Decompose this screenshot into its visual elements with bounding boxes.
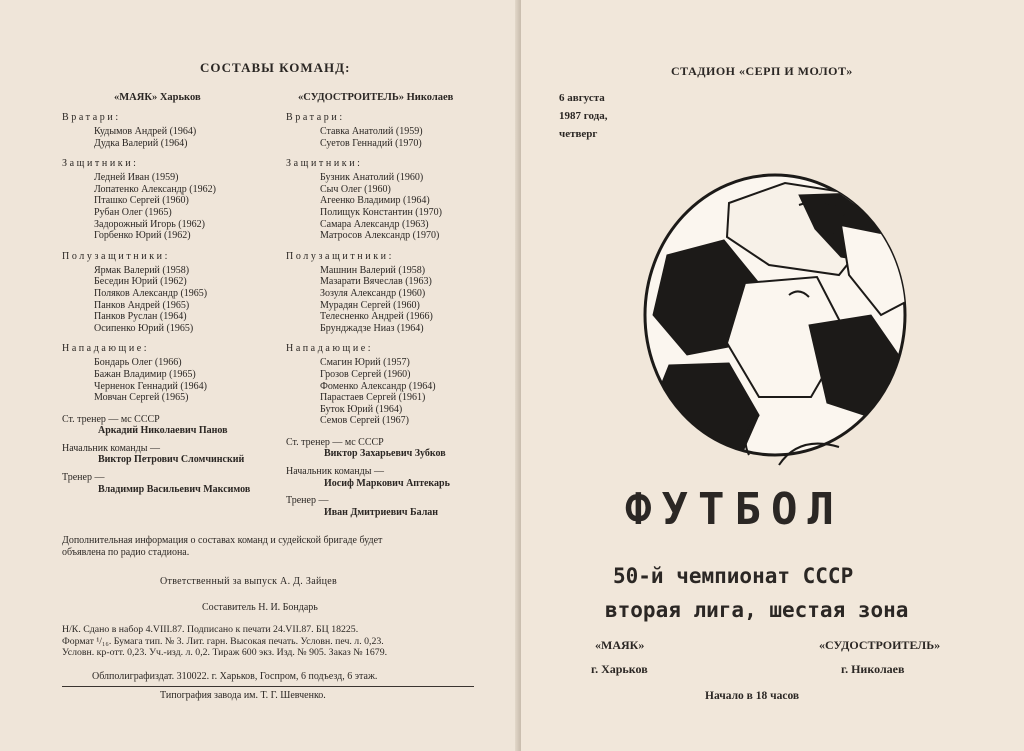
home-team-name: «МАЯК» [595, 638, 645, 652]
player-entry: Бондарь Олег (1966) [94, 357, 182, 369]
player-entry: Машнин Валерий (1958) [320, 264, 426, 276]
player-entry: Мазарати Вячеслав (1963) [320, 276, 432, 288]
player-entry: Кудымов Андрей (1964) [94, 126, 197, 137]
match-weekday: четверг [559, 128, 598, 140]
imprint-line: Формат ¹/₁₆. Бумага тип. № 3. Лит. гарн. Высокая печать. Условн. печ. л. 0,23. [62, 635, 384, 647]
player-entry: Ставка Анатолий (1959) [320, 126, 423, 137]
staff-name: Владимир Васильевич Максимов [98, 483, 251, 495]
imprint-line: Н/К. Сдано в набор 4.VIII.87. Подписано к печати 24.VII.87. БЦ 18225. [62, 624, 359, 635]
player-entry: Осипенко Юрий (1965) [94, 322, 194, 334]
staff-name: Иосиф Маркович Аптекарь [324, 477, 450, 489]
championship-title: 50-й чемпионат СССР [613, 564, 854, 588]
home-team-column [62, 92, 284, 495]
player-entry: Рубан Олег (1965) [94, 206, 172, 218]
player-entry: Телесненко Андрей (1966) [320, 311, 433, 323]
staff-role: Ст. тренер — мс СССР [286, 436, 384, 448]
player-entry: Ледней Иван (1959) [94, 172, 179, 184]
staff-role: Начальник команды — [62, 442, 160, 454]
player-entry: Агеенко Владимир (1964) [320, 195, 430, 207]
position-label: Вратари: [62, 112, 121, 123]
player-entry: Полищук Константин (1970) [320, 206, 442, 218]
home-team-header: «МАЯК» Харьков [114, 92, 201, 103]
staff-role: Тренер — [62, 472, 105, 484]
player-entry: Дудка Валерий (1964) [94, 137, 188, 149]
player-entry: Задорожный Игорь (1962) [94, 218, 205, 230]
player-entry: Панков Руслан (1964) [94, 311, 187, 323]
position-label: Защитники: [62, 158, 139, 170]
player-list [286, 265, 486, 335]
player-entry: Матросов Александр (1970) [320, 230, 440, 242]
player-entry: Зозуля Александр (1960) [320, 287, 426, 299]
imprint-block [62, 624, 387, 659]
home-team-city: г. Харьков [591, 662, 648, 676]
player-entry: Буток Юрий (1964) [320, 403, 403, 415]
player-list [286, 126, 486, 149]
position-label: Нападающие: [286, 343, 374, 355]
position-label: Вратари: [286, 112, 345, 123]
league-zone: вторая лига, шестая зона [605, 598, 909, 622]
printer-line: Типография завода им. Т. Г. Шевченко. [160, 690, 326, 701]
player-entry: Сыч Олег (1960) [320, 183, 391, 195]
staff-role: Начальник команды — [286, 466, 384, 478]
sport-title: ФУТБОЛ [625, 484, 844, 535]
player-entry: Поляков Александр (1965) [94, 287, 208, 299]
player-entry: Бузник Анатолий (1960) [320, 172, 424, 184]
player-entry: Брунджадзе Ниаз (1964) [320, 322, 424, 334]
kickoff-time: Начало в 18 часов [705, 690, 800, 702]
player-entry: Пташко Сергей (1960) [94, 195, 189, 207]
player-entry: Смагин Юрий (1957) [320, 357, 410, 369]
position-label: Защитники: [286, 158, 363, 170]
note-line-2: объявлена по радио стадиона. [62, 547, 190, 558]
position-label: Полузащитники: [62, 250, 170, 262]
player-list [62, 172, 284, 242]
match-date-day: 6 августа [559, 92, 605, 104]
player-entry: Черненок Геннадий (1964) [94, 380, 207, 392]
football-illustration [609, 165, 927, 470]
player-entry: Ярмак Валерий (1958) [94, 264, 190, 276]
staff-name: Виктор Захарьевич Зубков [324, 448, 446, 460]
publisher-line: Облполиграфиздат. 310022. г. Харьков, Госпром, 6 подъезд, 6 этаж. [92, 671, 378, 682]
staff-role: Ст. тренер — мс СССР [62, 413, 160, 425]
player-list [286, 172, 486, 242]
player-list [62, 126, 284, 149]
player-entry: Лопатенко Александр (1962) [94, 183, 216, 195]
responsible-editor: Ответственный за выпуск А. Д. Зайцев [160, 576, 338, 587]
lineups-title: СОСТАВЫ КОМАНД: [200, 60, 351, 75]
player-entry: Самара Александр (1963) [320, 218, 429, 230]
player-entry: Семов Сергей (1967) [320, 415, 409, 427]
player-entry: Панков Андрей (1965) [94, 299, 190, 311]
away-team-name: «СУДОСТРОИТЕЛЬ» [819, 638, 941, 652]
player-entry: Горбенко Юрий (1962) [94, 230, 191, 242]
player-list [286, 357, 486, 427]
away-team-groups [286, 92, 486, 518]
player-entry: Беседин Юрий (1962) [94, 276, 187, 288]
stadium-name: СТАДИОН «СЕРП И МОЛОТ» [671, 64, 853, 78]
player-entry: Парастаев Сергей (1961) [320, 392, 426, 404]
away-team-column [286, 92, 486, 518]
player-entry: Фоменко Александр (1964) [320, 380, 436, 392]
player-entry: Грозов Сергей (1960) [320, 368, 411, 380]
away-team-header: «СУДОСТРОИТЕЛЬ» Николаев [298, 92, 454, 103]
home-team-groups [62, 92, 284, 495]
imprint-line: Условн. кр-отт. 0,23. Уч.-изд. л. 0,2. Тираж 600 экз. Изд. № 905. Заказ № 1679. [62, 647, 388, 659]
player-list [62, 265, 284, 335]
divider [62, 686, 474, 687]
away-team-city: г. Николаев [841, 662, 905, 676]
match-date-year: 1987 года, [559, 110, 608, 122]
player-entry: Бажан Владимир (1965) [94, 368, 196, 380]
player-list [62, 357, 284, 403]
note-line-1: Дополнительная информация о составах команд и судейской бригаде будет [62, 535, 383, 546]
compiler: Составитель Н. И. Бондарь [202, 602, 318, 613]
staff-name: Виктор Петрович Сломчинский [98, 454, 245, 466]
staff-name: Аркадий Николаевич Панов [98, 425, 228, 437]
position-label: Нападающие: [62, 343, 150, 355]
right-page [521, 0, 1024, 751]
staff-role: Тренер — [286, 495, 329, 507]
position-label: Полузащитники: [286, 250, 394, 262]
staff-name: Иван Дмитриевич Балан [324, 506, 439, 518]
player-entry: Мурадян Сергей (1960) [320, 299, 420, 311]
player-entry: Мовчан Сергей (1965) [94, 392, 189, 404]
player-entry: Суетов Геннадий (1970) [320, 137, 422, 149]
